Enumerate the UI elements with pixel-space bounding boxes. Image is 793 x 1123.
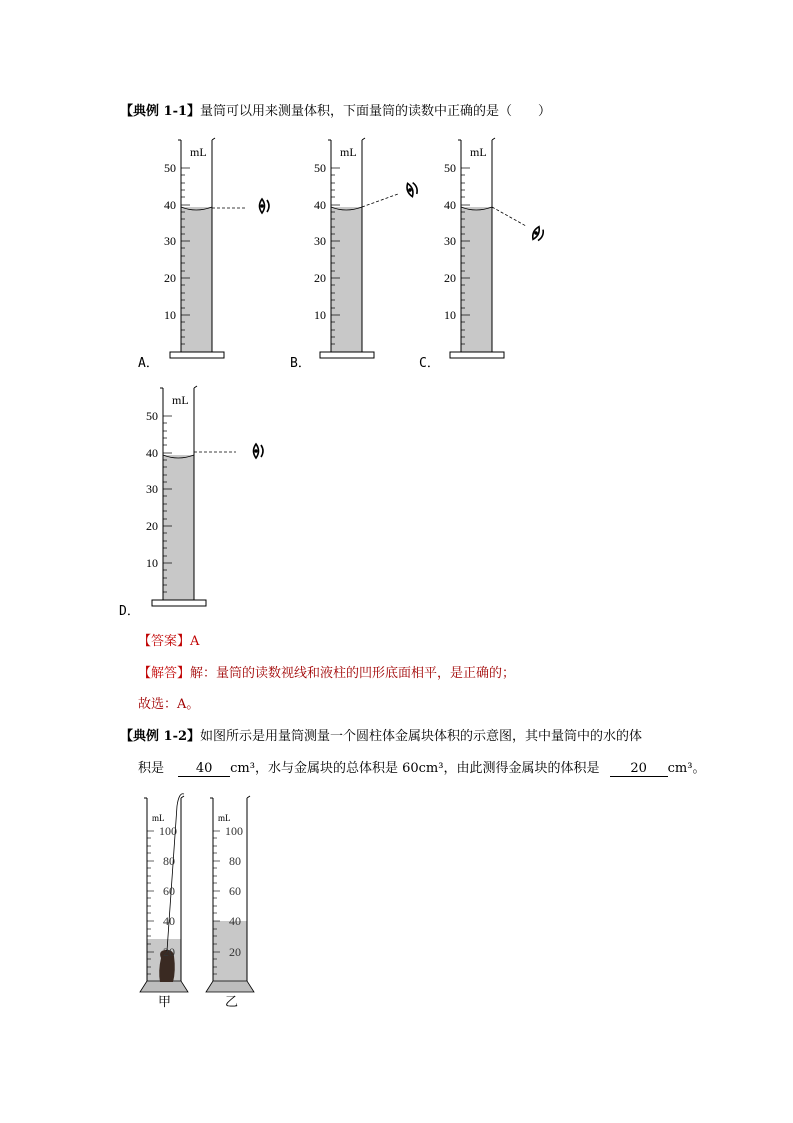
sight-line: [362, 194, 398, 207]
tick-label-60: 60: [229, 884, 241, 898]
label-yi: 乙: [225, 994, 239, 1009]
cylinder-body: [152, 386, 206, 606]
tick-label-30: 30: [146, 482, 158, 496]
eye-icon: [254, 444, 264, 458]
example2-question-line1: [120, 728, 642, 746]
eye-icon: [531, 226, 546, 243]
tick-label-50: 50: [314, 161, 326, 175]
unit-label: mL: [470, 145, 487, 159]
cylinder-figure-d: [132, 378, 282, 613]
tick-label-10: 10: [146, 556, 158, 570]
example1-question: 量筒可以用来测量体积，下面量筒的读数中正确的是（ ）: [200, 104, 552, 119]
tick-label-10: 10: [314, 308, 326, 322]
eye-icon: [405, 181, 419, 197]
cylinder-body: [320, 138, 374, 358]
unit-label-yi: mL: [218, 813, 231, 823]
tick-label-80: 80: [229, 854, 241, 868]
tick-label-20: 20: [163, 945, 175, 959]
tick-label-40: 40: [444, 198, 456, 212]
example1-question-line: [120, 103, 551, 121]
tick-label-80: 80: [163, 854, 175, 868]
option-a-label: A．: [138, 356, 159, 371]
example2-question: 如图所示是用量筒测量一个圆柱体金属块体积的示意图，其中量筒中的水的体: [200, 729, 643, 744]
tick-label-50: 50: [444, 161, 456, 175]
cylinder-figure-c: [430, 130, 560, 365]
cylinder-figure-b: [300, 130, 430, 365]
example2-tag: 【典例 1-2】: [120, 729, 201, 744]
tick-label-20: 20: [146, 519, 158, 533]
option-d-label: D．: [119, 604, 140, 619]
analysis-text: 解：量筒的读数视线和液柱的凹形底面相平，是正确的；: [190, 666, 516, 681]
answer-2-value: 20: [630, 761, 647, 776]
tick-label-20: 20: [444, 271, 456, 285]
tick-label-100: 100: [225, 824, 243, 838]
question-prefix: 积是: [138, 761, 165, 776]
tick-label-20: 20: [314, 271, 326, 285]
tick-label-30: 30: [444, 234, 456, 248]
example1-tag: 【典例 1-1】: [120, 104, 201, 119]
option-c-label: C．: [419, 356, 440, 371]
tick-label-40: 40: [314, 198, 326, 212]
analysis-label: 【解答】: [138, 666, 191, 681]
cylinder-figure-a: [150, 130, 280, 365]
option-b-label: B．: [290, 356, 311, 371]
tick-label-10: 10: [444, 308, 456, 322]
answer-value: A: [190, 634, 200, 649]
tick-label-50: 50: [164, 161, 176, 175]
eye-icon: [260, 199, 270, 213]
tick-label-30: 30: [314, 234, 326, 248]
tick-label-20: 20: [164, 271, 176, 285]
cylinder-body: [450, 138, 504, 358]
cylinder-body: [170, 138, 224, 358]
example2-question-line2: [138, 760, 705, 778]
tick-label-40: 40: [146, 446, 158, 460]
cylinder-figure-jia-yi: [136, 786, 266, 1011]
question-suffix: cm³。: [667, 761, 706, 776]
answer-blank-1: [178, 762, 230, 777]
unit-label: mL: [190, 145, 207, 159]
unit-label: mL: [172, 393, 189, 407]
tick-label-30: 30: [164, 234, 176, 248]
question-mid: cm³，水与金属块的总体积是 60cm³，由此测得金属块的体积是: [230, 761, 600, 776]
conclusion-line: 故选：A。: [138, 697, 200, 712]
unit-label: mL: [340, 145, 357, 159]
sight-line: [492, 207, 526, 226]
label-jia: 甲: [158, 994, 172, 1009]
tick-label-20: 20: [229, 945, 241, 959]
tick-label-40: 40: [164, 198, 176, 212]
answer-blank-2: [610, 762, 668, 777]
answer-label: 【答案】: [138, 634, 191, 649]
tick-label-60: 60: [163, 884, 175, 898]
analysis-line: [138, 665, 515, 683]
answer-1-value: 40: [195, 761, 213, 776]
answer-line: [138, 633, 199, 651]
tick-label-40: 40: [229, 914, 241, 928]
tick-label-40: 40: [163, 914, 175, 928]
unit-label-jia: mL: [152, 813, 165, 823]
tick-label-10: 10: [164, 308, 176, 322]
tick-label-50: 50: [146, 409, 158, 423]
tick-label-100: 100: [159, 824, 177, 838]
